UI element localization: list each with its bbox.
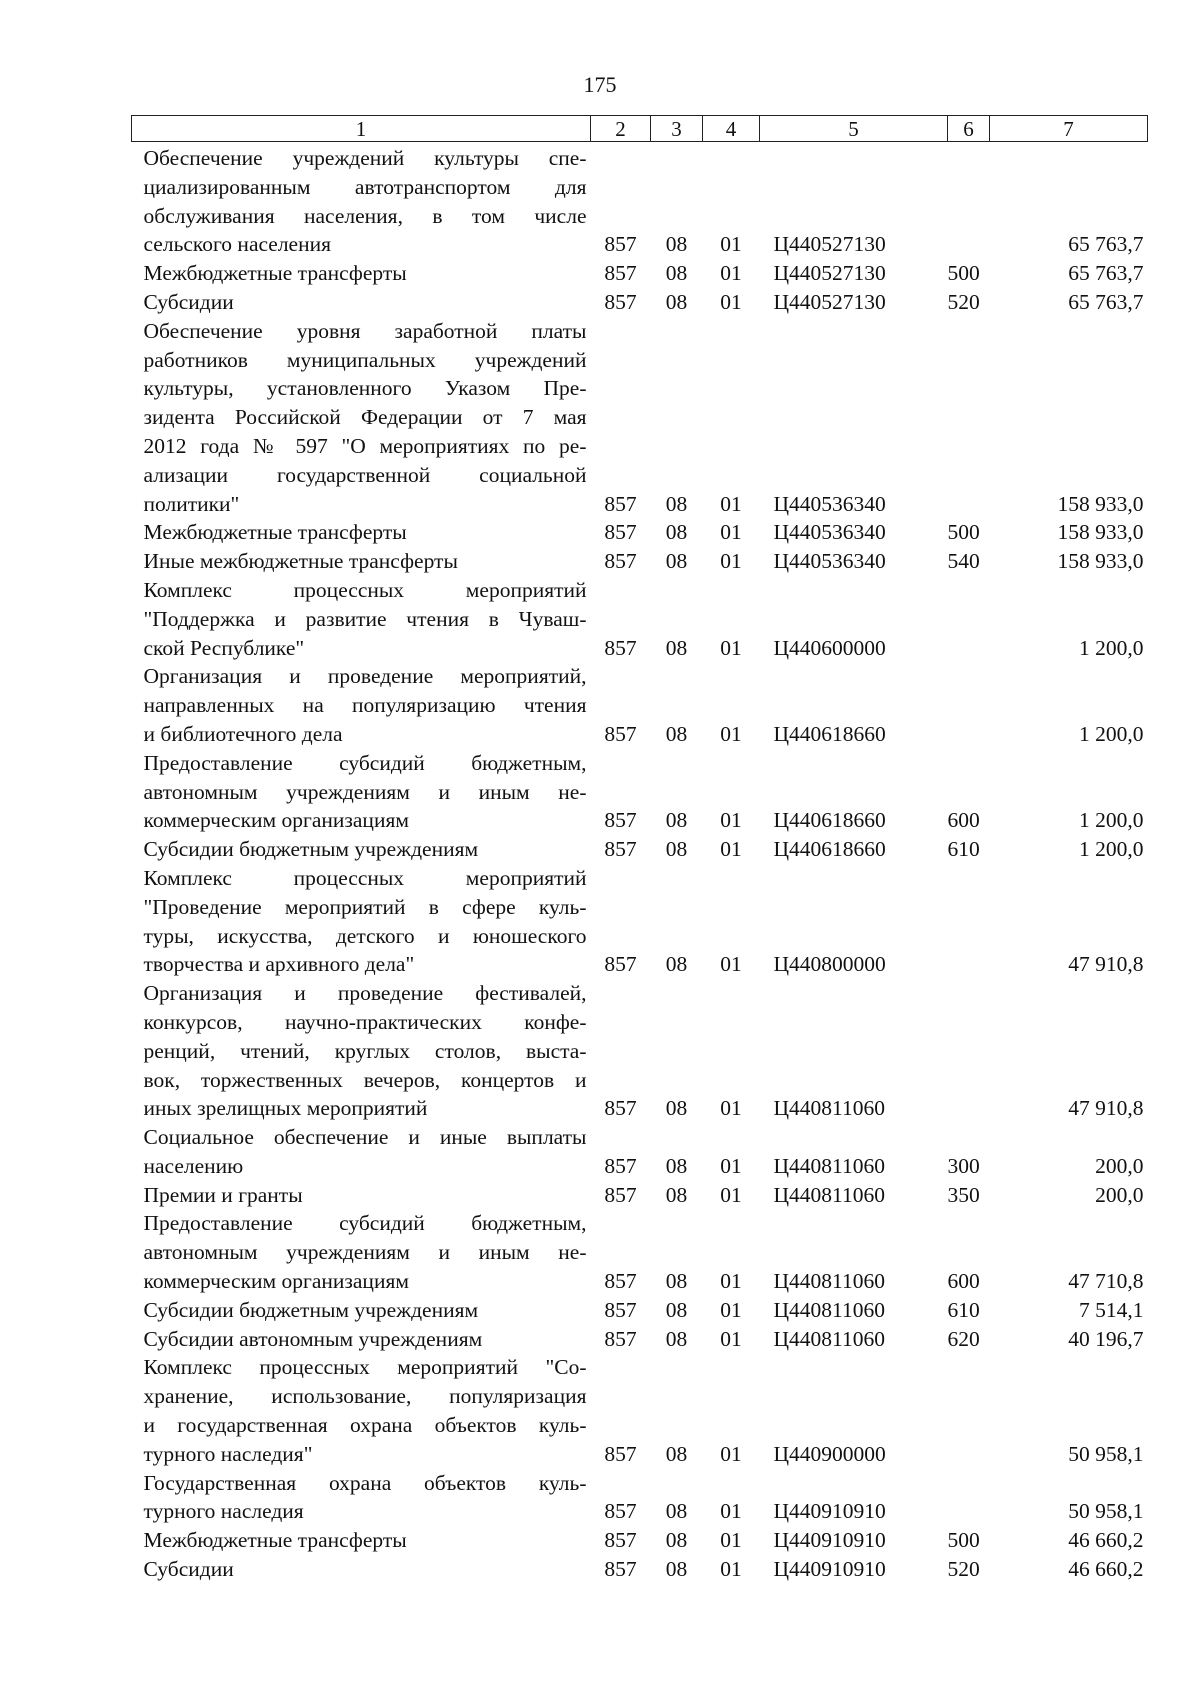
row-grbs: 857 (604, 1499, 637, 1524)
table-header (132, 116, 1148, 142)
row-target-article: Ц440900000 (773, 1441, 886, 1466)
row-expense-type: 520 (947, 1557, 980, 1582)
row-subsection: 01 (720, 1499, 742, 1524)
row-amount: 40 196,7 (1068, 1326, 1144, 1351)
row-name-line: автономным учреждениям и иным не- (143, 779, 587, 804)
row-name-line: Комплекс процессных мероприятий "Со- (143, 1355, 587, 1380)
row-name (132, 1325, 591, 1354)
table-row (132, 979, 1148, 1123)
row-name-line: обслуживания населения, в том числе (143, 203, 587, 228)
row-grbs: 857 (604, 952, 637, 977)
row-expense-type: 350 (947, 1182, 980, 1207)
row-name-line: Субсидии бюджетным учреждениям (143, 837, 479, 862)
row-target-article: Ц440811060 (773, 1269, 885, 1294)
row-name-line: населению (143, 1153, 244, 1178)
row-target-article: Ц440527130 (773, 232, 886, 257)
row-grbs: 857 (604, 1297, 637, 1322)
row-amount: 47 710,8 (1068, 1269, 1144, 1294)
row-amount: 46 660,2 (1068, 1557, 1144, 1582)
row-name-line: вок, торжественных вечеров, концертов и (143, 1067, 587, 1092)
table-row (132, 749, 1148, 835)
row-name (132, 142, 591, 260)
row-amount: 200,0 (1095, 1153, 1144, 1178)
row-grbs: 857 (604, 808, 637, 833)
row-grbs: 857 (604, 721, 637, 746)
row-section: 08 (665, 1499, 688, 1524)
row-target-article: Ц440618660 (773, 837, 886, 862)
table-row (132, 1325, 1148, 1354)
row-amount: 65 763,7 (1068, 232, 1144, 257)
row-expense-type (948, 142, 990, 260)
row-subsection: 01 (720, 1182, 742, 1207)
row-grbs: 857 (604, 232, 637, 257)
row-amount: 158 933,0 (1057, 491, 1144, 516)
row-name-line: Организация и проведение мероприятий, (143, 664, 587, 689)
row-amount: 65 763,7 (1068, 289, 1144, 314)
row-name (132, 749, 591, 835)
row-name-line: Комплекс процессных мероприятий (143, 577, 587, 602)
row-subsection: 01 (720, 261, 742, 286)
row-subsection: 01 (720, 808, 742, 833)
row-name-line: циализированным автотранспортом для (143, 174, 587, 199)
row-target-article: Ц440811060 (773, 1182, 885, 1207)
row-expense-type: 500 (947, 1528, 980, 1553)
row-name (132, 1181, 591, 1210)
row-amount: 50 958,1 (1068, 1441, 1144, 1466)
column-header-7: 7 (990, 116, 1148, 142)
row-grbs: 857 (604, 520, 637, 545)
row-subsection: 01 (720, 1153, 742, 1178)
row-grbs: 857 (604, 1528, 637, 1553)
row-name (132, 317, 591, 519)
row-subsection: 01 (720, 837, 742, 862)
row-grbs: 857 (604, 1326, 637, 1351)
row-target-article: Ц440910910 (773, 1499, 886, 1524)
row-subsection: 01 (720, 549, 742, 574)
row-grbs: 857 (604, 635, 637, 660)
budget-table (131, 115, 1148, 1584)
row-subsection: 01 (720, 1326, 742, 1351)
row-section: 08 (665, 837, 688, 862)
row-expense-type: 600 (947, 1269, 980, 1294)
row-name (132, 864, 591, 979)
row-expense-type: 300 (947, 1153, 980, 1178)
row-name (132, 1353, 591, 1468)
row-target-article: Ц440536340 (773, 491, 886, 516)
row-expense-type: 500 (947, 261, 980, 286)
row-section: 08 (665, 1297, 688, 1322)
row-grbs: 857 (604, 549, 637, 574)
row-name-line: Субсидии (143, 1557, 234, 1582)
row-grbs: 857 (604, 1269, 637, 1294)
table-row (132, 1555, 1148, 1584)
column-header-4: 4 (703, 116, 760, 142)
row-expense-type: 520 (947, 289, 980, 314)
row-section: 08 (665, 952, 688, 977)
row-expense-type: 500 (947, 520, 980, 545)
row-subsection: 01 (720, 1557, 742, 1582)
row-name-line: направленных на популяризацию чтения (143, 693, 587, 718)
row-name-line: коммерческим организациям (143, 1269, 409, 1294)
row-name (132, 1526, 591, 1555)
row-name-line: и библиотечного дела (143, 721, 343, 746)
row-expense-type (948, 662, 990, 748)
row-expense-type (948, 864, 990, 979)
row-section: 08 (665, 635, 688, 660)
row-subsection: 01 (720, 1297, 742, 1322)
row-name (132, 1296, 591, 1325)
row-subsection: 01 (720, 289, 742, 314)
row-section: 08 (665, 1557, 688, 1582)
row-section: 08 (665, 1153, 688, 1178)
page-number: 175 (583, 72, 617, 97)
row-target-article: Ц440910910 (773, 1528, 886, 1553)
row-name-line: Межбюджетные трансферты (143, 261, 407, 286)
row-section: 08 (665, 1096, 688, 1121)
row-amount: 1 200,0 (1079, 721, 1144, 746)
table-row (132, 662, 1148, 748)
column-header-2: 2 (591, 116, 651, 142)
row-expense-type (948, 979, 990, 1123)
row-section: 08 (665, 1528, 688, 1553)
row-section: 08 (665, 1326, 688, 1351)
table-row (132, 1296, 1148, 1325)
row-section: 08 (665, 261, 688, 286)
row-amount: 47 910,8 (1068, 1096, 1144, 1121)
column-header-3: 3 (651, 116, 703, 142)
row-target-article: Ц440811060 (773, 1297, 885, 1322)
row-name-line: Социальное обеспечение и иные выплаты (143, 1125, 587, 1150)
row-amount: 1 200,0 (1079, 635, 1144, 660)
row-name (132, 576, 591, 662)
row-expense-type (948, 1469, 990, 1527)
row-name (132, 662, 591, 748)
row-section: 08 (665, 1441, 688, 1466)
row-subsection: 01 (720, 1528, 742, 1553)
row-grbs: 857 (604, 837, 637, 862)
row-subsection: 01 (720, 1269, 742, 1294)
table-row (132, 142, 1148, 260)
row-name-line: Обеспечение уровня заработной платы (143, 318, 587, 343)
row-amount: 1 200,0 (1079, 837, 1144, 862)
row-expense-type: 600 (947, 808, 980, 833)
row-name-line: Субсидии автономным учреждениям (143, 1326, 483, 1351)
table-row (132, 288, 1148, 317)
row-name (132, 1469, 591, 1527)
row-amount: 50 958,1 (1068, 1499, 1144, 1524)
row-target-article: Ц440600000 (773, 635, 886, 660)
table-row (132, 1353, 1148, 1468)
row-section: 08 (665, 1269, 688, 1294)
row-name-line: 2012 года № 597 "О мероприятиях по ре- (143, 433, 587, 458)
header-row (132, 116, 1148, 142)
table-row (132, 259, 1148, 288)
column-header-5: 5 (760, 116, 948, 142)
row-name-line: турного наследия (143, 1499, 304, 1524)
row-subsection: 01 (720, 635, 742, 660)
row-grbs: 857 (604, 1096, 637, 1121)
row-name-line: туры, искусства, детского и юношеского (143, 923, 587, 948)
row-name (132, 1209, 591, 1295)
row-expense-type: 540 (947, 549, 980, 574)
row-section: 08 (665, 289, 688, 314)
row-section: 08 (665, 232, 688, 257)
row-name-line: конкурсов, научно-практических конфе- (143, 1009, 587, 1034)
row-name-line: турного наследия" (143, 1441, 313, 1466)
row-target-article: Ц440536340 (773, 549, 886, 574)
row-name-line: ренций, чтений, круглых столов, выста- (143, 1038, 587, 1063)
row-name-line: Межбюджетные трансферты (143, 520, 407, 545)
row-expense-type: 610 (947, 1297, 980, 1322)
row-amount: 200,0 (1095, 1182, 1144, 1207)
row-name (132, 1555, 591, 1584)
row-name-line: работников муниципальных учреждений (143, 347, 587, 372)
row-name-line: коммерческим организациям (143, 808, 409, 833)
row-subsection: 01 (720, 1441, 742, 1466)
row-subsection: 01 (720, 1096, 742, 1121)
row-amount: 65 763,7 (1068, 261, 1144, 286)
table-row (132, 864, 1148, 979)
row-grbs: 857 (604, 1153, 637, 1178)
row-target-article: Ц440618660 (773, 721, 886, 746)
row-amount: 1 200,0 (1079, 808, 1144, 833)
table-row (132, 1469, 1148, 1527)
row-amount: 47 910,8 (1068, 952, 1144, 977)
row-amount: 46 660,2 (1068, 1528, 1144, 1553)
column-header-6: 6 (948, 116, 990, 142)
row-amount: 158 933,0 (1057, 549, 1144, 574)
row-name-line: Субсидии бюджетным учреждениям (143, 1297, 479, 1322)
row-expense-type (948, 317, 990, 519)
row-name (132, 518, 591, 547)
table-body (132, 142, 1148, 1584)
table-row (132, 1526, 1148, 1555)
row-name-line: Комплекс процессных мероприятий (143, 865, 587, 890)
row-section: 08 (665, 491, 688, 516)
row-subsection: 01 (720, 232, 742, 257)
row-name-line: автономным учреждениям и иным не- (143, 1240, 587, 1265)
row-name-line: хранение, использование, популяризация (143, 1384, 587, 1409)
row-expense-type (948, 1353, 990, 1468)
row-subsection: 01 (720, 520, 742, 545)
row-name-line: политики" (143, 491, 240, 516)
row-section: 08 (665, 520, 688, 545)
row-grbs: 857 (604, 1182, 637, 1207)
row-name-line: Предоставление субсидий бюджетным, (143, 750, 587, 775)
row-name-line: Организация и проведение фестивалей, (143, 981, 587, 1006)
row-expense-type: 620 (947, 1326, 980, 1351)
row-grbs: 857 (604, 1441, 637, 1466)
row-name-line: ализации государственной социальной (143, 462, 587, 487)
row-grbs: 857 (604, 1557, 637, 1582)
row-target-article: Ц440618660 (773, 808, 886, 833)
row-subsection: 01 (720, 491, 742, 516)
row-section: 08 (665, 808, 688, 833)
table-row (132, 1181, 1148, 1210)
row-name-line: Межбюджетные трансферты (143, 1528, 407, 1553)
row-name-line: Премии и гранты (143, 1182, 303, 1207)
row-name-line: Государственная охрана объектов куль- (143, 1470, 587, 1495)
row-name-line: "Поддержка и развитие чтения в Чуваш- (143, 606, 587, 631)
row-target-article: Ц440536340 (773, 520, 886, 545)
row-amount: 158 933,0 (1057, 520, 1144, 545)
table-row (132, 576, 1148, 662)
row-name-line: Обеспечение учреждений культуры спе- (143, 146, 587, 170)
table-row (132, 317, 1148, 519)
table-row (132, 1123, 1148, 1181)
row-target-article: Ц440811060 (773, 1153, 885, 1178)
table-row (132, 518, 1148, 547)
row-target-article: Ц440811060 (773, 1326, 885, 1351)
row-subsection: 01 (720, 952, 742, 977)
row-name-line: Субсидии (143, 289, 234, 314)
column-header-1: 1 (132, 116, 591, 142)
row-name-line: зидента Российской Федерации от 7 мая (143, 405, 587, 430)
row-name (132, 259, 591, 288)
row-name (132, 1123, 591, 1181)
row-target-article: Ц440800000 (773, 952, 886, 977)
row-target-article: Ц440527130 (773, 261, 886, 286)
row-name-line: ской Республике" (143, 635, 305, 660)
table-row (132, 547, 1148, 576)
row-grbs: 857 (604, 491, 637, 516)
row-section: 08 (665, 1182, 688, 1207)
row-target-article: Ц440811060 (773, 1096, 885, 1121)
row-grbs: 857 (604, 261, 637, 286)
row-target-article: Ц440527130 (773, 289, 886, 314)
row-subsection: 01 (720, 721, 742, 746)
table-row (132, 835, 1148, 864)
row-target-article: Ц440910910 (773, 1557, 886, 1582)
table-row (132, 1209, 1148, 1295)
row-section: 08 (665, 549, 688, 574)
row-grbs: 857 (604, 289, 637, 314)
row-expense-type: 610 (947, 837, 980, 862)
row-name-line: и государственная охрана объектов куль- (143, 1413, 587, 1438)
row-name (132, 288, 591, 317)
row-name-line: сельского населения (143, 232, 332, 257)
row-name-line: творчества и архивного дела" (143, 952, 415, 977)
row-name (132, 547, 591, 576)
row-expense-type (948, 576, 990, 662)
row-name (132, 979, 591, 1123)
row-section: 08 (665, 721, 688, 746)
row-name-line: культуры, установленного Указом Пре- (143, 376, 587, 401)
row-name-line: Иные межбюджетные трансферты (143, 549, 458, 574)
row-name-line: Предоставление субсидий бюджетным, (143, 1211, 587, 1236)
row-name-line: "Проведение мероприятий в сфере куль- (143, 894, 587, 919)
row-name-line: иных зрелищных мероприятий (143, 1096, 428, 1121)
row-amount: 7 514,1 (1079, 1297, 1144, 1322)
row-name (132, 835, 591, 864)
